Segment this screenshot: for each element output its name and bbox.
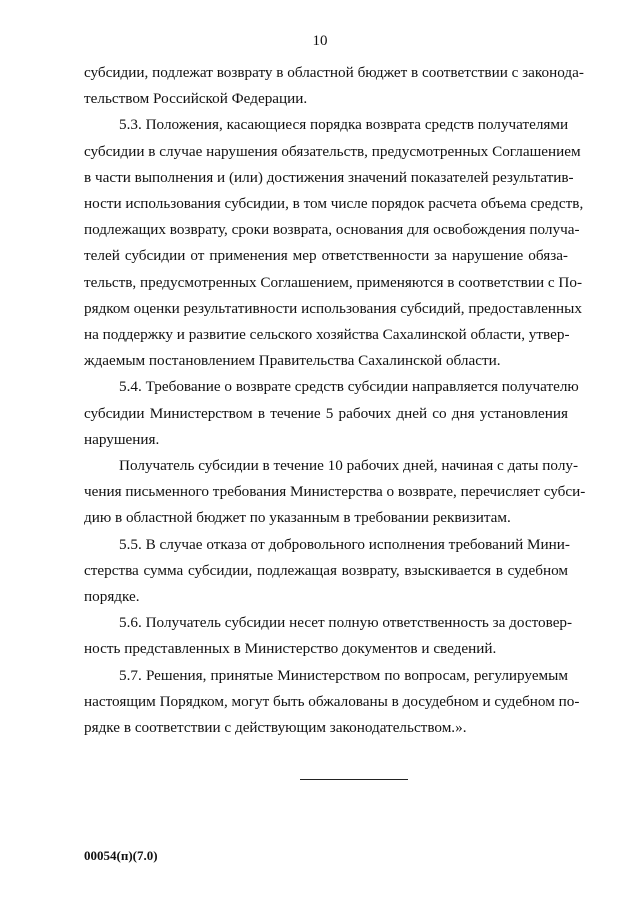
text-line: 5.4. Требование о возврате средств субсидии направляется получателю <box>119 378 579 396</box>
paragraph-5-4-recipient <box>84 453 586 532</box>
page-number: 10 <box>312 33 328 49</box>
text-line: 5.7. Решения, принятые Министерством по вопросам, регулируемым <box>119 666 568 684</box>
text-line: порядке. <box>84 588 140 606</box>
text-line: чения письменного требования Министерства о возврате, перечисляет субси- <box>84 483 586 501</box>
text-line: нарушения. <box>84 430 160 448</box>
text-line: Получатель субсидии в течение 10 рабочих дней, начиная с даты полу- <box>119 457 579 475</box>
paragraph-5-6 <box>84 610 573 662</box>
text-line: ность представленных в Министерство документов и сведений. <box>84 640 497 658</box>
document-code: 00054(п)(7.0) <box>84 848 158 863</box>
text-line: субсидии, подлежат возврату в областной бюджет в соответствии с законода- <box>84 64 584 81</box>
text-line: ждаемым постановлением Правительства Сахалинской области. <box>84 352 501 370</box>
text-line: рядке в соответствии с действующим законодательством.». <box>84 719 467 737</box>
text-line: субсидии Министерством в течение 5 рабочих дней со дня установления <box>84 404 568 422</box>
text-line: на поддержку и развитие сельского хозяйства Сахалинской области, утвер- <box>84 326 570 344</box>
text-line: дию в областной бюджет по указанным в требовании реквизитам. <box>84 509 511 527</box>
text-line: субсидии в случае нарушения обязательств, предусмотренных Соглашением <box>84 142 581 160</box>
text-line: телей субсидии от применения мер ответственности за нарушение обяза- <box>84 247 568 265</box>
text-line: настоящим Порядком, могут быть обжалованы в досудебном и судебном по- <box>84 692 580 710</box>
text-line: тельством Российской Федерации. <box>84 90 308 108</box>
text-line: 5.5. В случае отказа от добровольного исполнения требований Мини- <box>119 535 570 553</box>
paragraph-5-5 <box>84 532 568 611</box>
text-line: ности использования субсидии, в том числе порядок расчета объема средств, <box>84 195 584 213</box>
text-line: подлежащих возврату, сроки возврата, основания для освобождения получа- <box>84 221 580 239</box>
text-line: в части выполнения и (или) достижения значений показателей результатив- <box>84 168 574 186</box>
text-line: стерства сумма субсидии, подлежащая возврату, взыскивается в судебном <box>84 561 568 579</box>
text-line: 5.3. Положения, касающиеся порядка возврата средств получателями <box>119 116 569 134</box>
document-body <box>84 60 586 741</box>
paragraph-5-7 <box>84 663 580 742</box>
text-line: 5.6. Получатель субсидии несет полную ответственность за достовер- <box>119 614 573 632</box>
text-line: рядком оценки результативности использования субсидий, предоставленных <box>84 299 582 317</box>
paragraph-5-3 <box>84 112 584 374</box>
paragraph-continuation <box>84 60 584 112</box>
paragraph-5-4 <box>84 374 579 453</box>
text-line: тельств, предусмотренных Соглашением, применяются в соответствии с По- <box>84 273 583 291</box>
end-separator-line <box>300 779 408 780</box>
